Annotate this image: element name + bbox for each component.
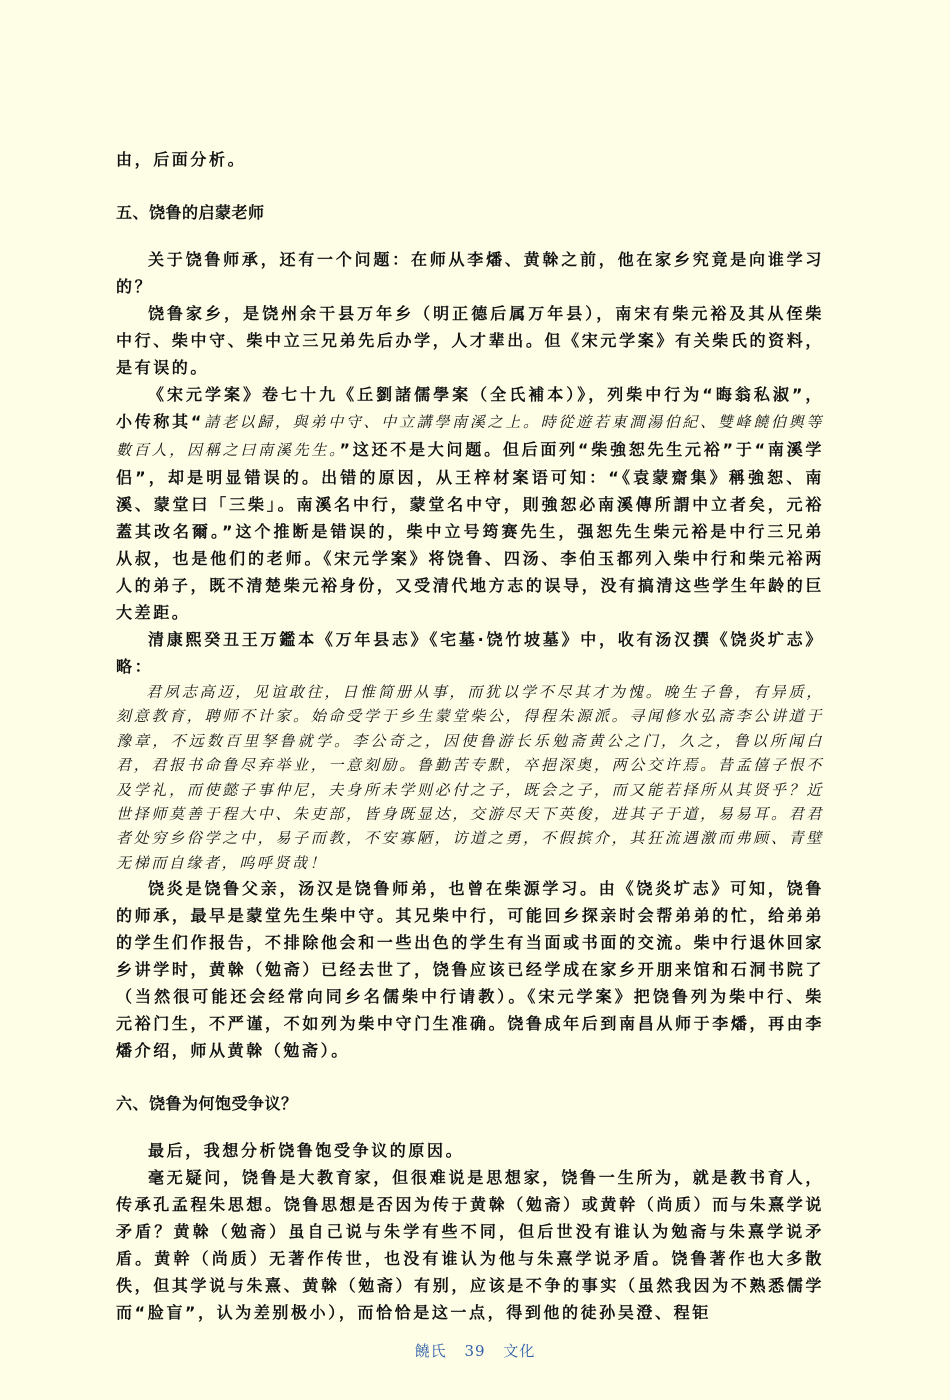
paragraph-text-part-a: 《宋元学案》卷七十九《丘劉諸儒學案（全氏補本）》，列柴中行为“晦翁私淑”，小传称其“ [116, 385, 824, 431]
section-heading-5: 五、饶鲁的启蒙老师 [116, 203, 265, 222]
paragraph-question: 关于饶鲁师承，还有一个问题：在师从李燔、黄榦之前，他在家乡究竟是向谁学习的？ [116, 250, 824, 296]
page-number: 39 [464, 1342, 486, 1360]
page-footer [0, 1340, 950, 1361]
paragraph-intro-controversy: 最后，我想分析饶鲁饱受争议的原因。 [148, 1141, 465, 1161]
section-heading-6: 六、饶鲁为何饱受争议？ [116, 1094, 298, 1114]
paragraph-continuation: 由，后面分析。 [116, 150, 247, 169]
paragraph-songyuan-xuean [116, 381, 824, 626]
block-quote-epitaph: 君夙志高迈，见谊敢往，日惟简册从事，而犹以学不尽其才为愧。晚生子鲁，有异质，刻意教育，聘师不计家。始命受学于乡生蒙堂柴公，得程朱源派。寻闻修水弘斋李公讲道于豫章，不远数百里孥鲁就学。李公奇之，因使鲁游长乐勉斋黄公之门，久之，鲁以所闻白君，君报书命鲁尽弃举业，一意刻励。鲁勤苦专默，卒挹深奥，两公交许焉。昔孟僖子恨不及学礼，而使懿子事仲尼，夫身所未学则必付之子，既会之子，而又能若择所从其贤乎？近世择师莫善于程大中、朱吏部，皆身既显达，交游尽天下英俊，进其子于道，易易耳。君君者处穷乡俗学之中，易子而教，不安寡陋，访道之勇，不假摈介，其狂流遇激而弗顾、青壁无梯而自缘者，呜呼贤哉！ [116, 683, 824, 872]
paragraph-teacher-conclusion: 饶炎是饶鲁父亲，汤汉是饶鲁师弟，也曾在柴源学习。由《饶炎圹志》可知，饶鲁的师承，最早是蒙堂先生柴中守。其兄柴中行，可能回乡探亲时会帮弟弟的忙，给弟弟的学生们作报告，不排除他会和一些出色的学生有当面或书面的交流。柴中行退休回家乡讲学时，黄榦（勉斋）已经去世了，饶鲁应该已经学成在家乡开朋来馆和石洞书院了（当然很可能还会经常向同乡名儒柴中行请教）。《宋元学案》把饶鲁列为柴中行、柴元裕门生，不严谨，不如列为柴中守门生准确。饶鲁成年后到南昌从师于李燔，再由李燔介绍，师从黄榦（勉斋）。 [116, 879, 824, 1061]
paragraph-controversy-analysis: 毫无疑问，饶鲁是大教育家，但很难说是思想家，饶鲁一生所为，就是教书育人，传承孔孟程朱思想。饶鲁思想是否因为传于黄榦（勉斋）或黄幹（尚质）而与朱熹学说矛盾？黄榦（勉斋）虽自己说与朱学有些不同，但后世没有谁认为勉斋与朱熹学说矛盾。黄幹（尚质）无著作传世，也没有谁认为他与朱熹学说矛盾。饶鲁著作也大多散佚，但其学说与朱熹、黄榦（勉斋）有别，应该是不争的事实（虽然我因为不熟悉儒学而“脸盲”，认为差别极小），而恰恰是这一点，得到他的徒孙吴澄、程钜 [116, 1168, 824, 1323]
footer-journal-left: 饒氏 [414, 1342, 447, 1360]
paragraph-text-part-b: ”这还不是大问题。但后面列“柴強恕先生元裕”于“南溪学侣”，却是明显错误的。出错的原因，从王梓材案语可知：“《袁蒙齋集》稱強恕、南溪、蒙堂曰「三柴」。南溪名中行，蒙堂名中守，則強恕必南溪傳所謂中立者矣，元裕蓋其改名爾。”这个推断是错误的，柴中立号筠赛先生，强恕先生柴元裕是中行三兄弟从叔，也是他们的老师。《宋元学案》将饶鲁、四汤、李伯玉都列入柴中行和柴元裕两人的弟子，既不清楚柴元裕身份，又受清代地方志的误导，没有搞清这些学生年龄的巨大差距。 [116, 440, 824, 622]
article-body [116, 146, 824, 1326]
footer-journal-right: 文化 [503, 1342, 536, 1360]
paragraph-county-gazetteer: 清康熙癸丑王万鑑本《万年县志》《宅墓·饶竹坡墓》中，收有汤汉撰《饶炎圹志》略： [116, 630, 824, 676]
inline-classical-quote: 請老以歸，與弟中守、中立講學南溪之上。時從遊若東澗湯伯紀、雙峰饒伯輿等數百人，因稱之曰南溪先生。 [116, 413, 824, 459]
paragraph-hometown: 饶鲁家乡，是饶州余干县万年乡（明正德后属万年县），南宋有柴元裕及其从侄柴中行、柴中守、柴中立三兄弟先后办学，人才辈出。但《宋元学案》有关柴氏的资料，是有误的。 [116, 304, 824, 377]
